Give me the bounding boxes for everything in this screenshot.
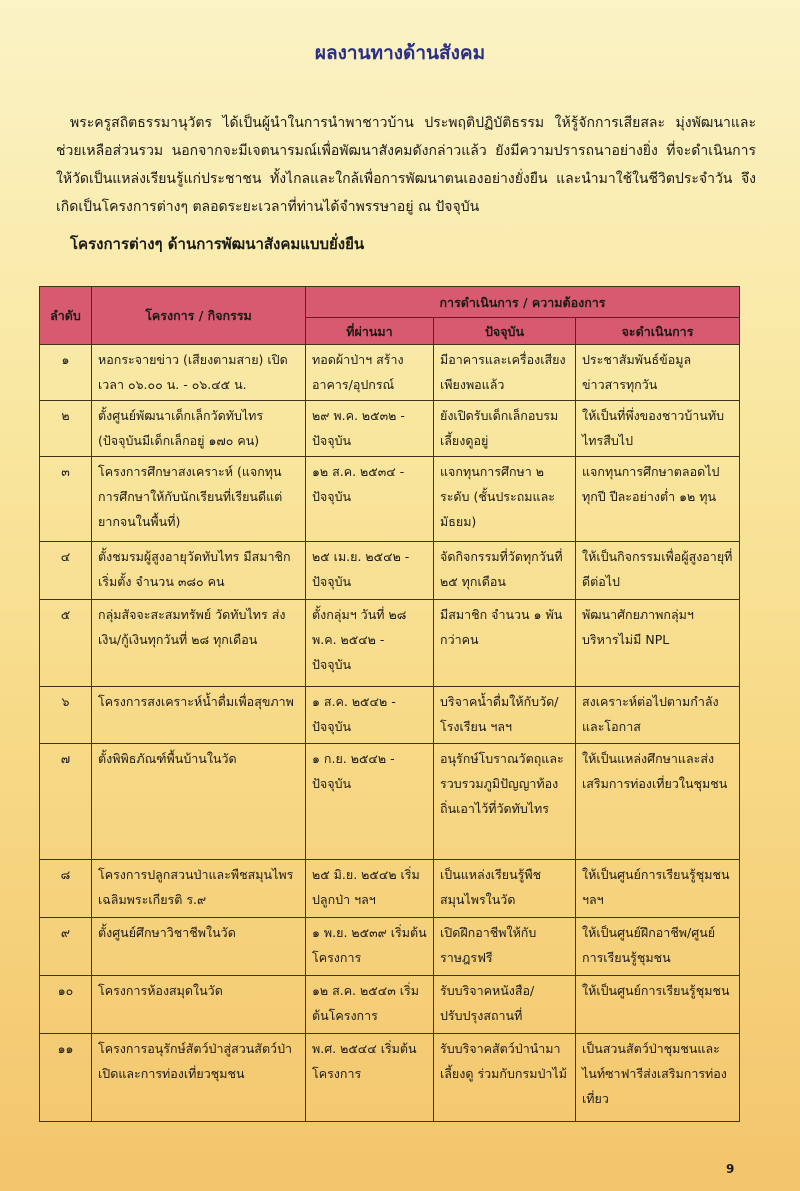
row-present: เปิดฝึกอาชีพให้กับราษฎรฟรี	[434, 918, 576, 976]
row-number: ๒	[40, 401, 92, 457]
row-past: ๒๕ มิ.ย. ๒๕๔๒ เริ่มปลูกป่า ฯลฯ	[306, 860, 434, 918]
header-past: ที่ผ่านมา	[306, 318, 434, 345]
row-number: ๘	[40, 860, 92, 918]
row-past: ตั้งกลุ่มฯ วันที่ ๒๘ พ.ค. ๒๕๔๒ - ปัจจุบัน	[306, 600, 434, 687]
row-number: ๑๐	[40, 976, 92, 1034]
row-future: ให้เป็นที่พึ่งของชาวบ้านทับไทรสืบไป	[576, 401, 740, 457]
row-number: ๔	[40, 542, 92, 600]
row-project: ตั้งศูนย์ศึกษาวิชาชีพในวัด	[92, 918, 306, 976]
row-project: ตั้งศูนย์พัฒนาเด็กเล็กวัดทับไทร (ปัจจุบันมีเด็กเล็กอยู่ ๑๗๐ คน)	[92, 401, 306, 457]
row-project: หอกระจายข่าว (เสียงตามสาย) เปิดเวลา ๐๖.๐๐ น. - ๐๖.๔๕ น.	[92, 345, 306, 401]
row-future: ประชาสัมพันธ์ข้อมูลข่าวสารทุกวัน	[576, 345, 740, 401]
row-present: รับบริจาคสัตว์ป่านำมาเลี้ยงดู ร่วมกับกรมป่าไม้	[434, 1034, 576, 1122]
row-future: ให้เป็นกิจกรรมเพื่อผู้สูงอายุที่ดีต่อไป	[576, 542, 740, 600]
row-past: ๒๙ พ.ค. ๒๕๓๒ - ปัจจุบัน	[306, 401, 434, 457]
row-present: อนุรักษ์โบราณวัตถุและรวบรวมภูมิปัญญาท้องถิ่นเอาไว้ที่วัดทับไทร	[434, 744, 576, 860]
row-future: สงเคราะห์ต่อไปตามกำลังและโอกาส	[576, 687, 740, 744]
row-future: ให้เป็นศูนย์ฝึกอาชีพ/ศูนย์การเรียนรู้ชุมชน	[576, 918, 740, 976]
header-operation: การดำเนินการ / ความต้องการ	[306, 287, 740, 318]
row-present: มีสมาชิก จำนวน ๑ พันกว่าคน	[434, 600, 576, 687]
table-row	[40, 457, 740, 542]
header-present: ปัจจุบัน	[434, 318, 576, 345]
row-number: ๙	[40, 918, 92, 976]
row-future: ให้เป็นศูนย์การเรียนรู้ชุมชน	[576, 976, 740, 1034]
row-project: กลุ่มสัจจะสะสมทรัพย์ วัดทับไทร ส่งเงิน/กู้เงินทุกวันที่ ๒๘ ทุกเดือน	[92, 600, 306, 687]
row-number: ๖	[40, 687, 92, 744]
row-present: จัดกิจกรรมที่วัดทุกวันที่ ๒๕ ทุกเดือน	[434, 542, 576, 600]
row-project: โครงการอนุรักษ์สัตว์ป่าสู่สวนสัตว์ป่าเปิดและการท่องเที่ยวชุมชน	[92, 1034, 306, 1122]
table-row	[40, 345, 740, 401]
section-title: โครงการต่างๆ ด้านการพัฒนาสังคมแบบยั่งยืน	[70, 235, 365, 253]
row-number: ๑๑	[40, 1034, 92, 1122]
row-past: ๑๒ ส.ค. ๒๕๓๔ - ปัจจุบัน	[306, 457, 434, 542]
row-present: มีอาคารและเครื่องเสียงเพียงพอแล้ว	[434, 345, 576, 401]
header-order: ลำดับ	[40, 287, 92, 345]
row-project: โครงการห้องสมุดในวัด	[92, 976, 306, 1034]
row-present: แจกทุนการศึกษา ๒ ระดับ (ชั้นประถมและมัธยม)	[434, 457, 576, 542]
row-number: ๑	[40, 345, 92, 401]
row-past: ๑๒ ส.ค. ๒๕๔๓ เริ่มต้นโครงการ	[306, 976, 434, 1034]
row-future: เป็นสวนสัตว์ป่าชุมชนและไนท์ซาฟารีส่งเสริมการท่องเที่ยว	[576, 1034, 740, 1122]
row-present: ยังเปิดรับเด็กเล็กอบรมเลี้ยงดูอยู่	[434, 401, 576, 457]
row-past: ๑ ส.ค. ๒๕๔๒ - ปัจจุบัน	[306, 687, 434, 744]
row-present: เป็นแหล่งเรียนรู้พืชสมุนไพรในวัด	[434, 860, 576, 918]
table-row	[40, 976, 740, 1034]
row-past: ๑ พ.ย. ๒๕๓๙ เริ่มต้นโครงการ	[306, 918, 434, 976]
row-future: แจกทุนการศึกษาตลอดไปทุกปี ปีละอย่างต่ำ ๑๒ ทุน	[576, 457, 740, 542]
row-past: พ.ศ. ๒๕๔๔ เริ่มต้นโครงการ	[306, 1034, 434, 1122]
row-past: ๑ ก.ย. ๒๕๔๒ - ปัจจุบัน	[306, 744, 434, 860]
row-project: โครงการปลูกสวนป่าและพืชสมุนไพรเฉลิมพระเกียรติ ร.๙	[92, 860, 306, 918]
row-present: บริจาคน้ำดื่มให้กับวัด/โรงเรียน ฯลฯ	[434, 687, 576, 744]
table-row	[40, 401, 740, 457]
row-number: ๗	[40, 744, 92, 860]
page-title: ผลงานทางด้านสังคม	[314, 42, 486, 64]
table-row	[40, 600, 740, 687]
table-row	[40, 1034, 740, 1122]
table-row	[40, 918, 740, 976]
intro-paragraph: พระครูสถิตธรรมานุวัตร ได้เป็นผู้นำในการนำพาชาวบ้าน ประพฤติปฏิบัติธรรม ให้รู้จักการเสียสละ มุ่งพัฒนาและช่วยเหลือส่วนรวม นอกจากจะมีเจตนารมณ์เพื่อพัฒนาสังคมดังกล่าวแล้ว ยังมีความปรารถนาอย่างยิ่ง ที่จะดำเนินการให้วัดเป็นแหล่งเรียนรู้แก่ประชาชน ทั้งไกลและใกล้เพื่อการพัฒนาตนเองอย่างยั่งยืน และนำมาใช้ในชีวิตประจำวัน จึงเกิดเป็นโครงการต่างๆ ตลอดระยะเวลาที่ท่านได้จำพรรษาอยู่ ณ ปัจจุบัน	[56, 115, 756, 215]
header-project: โครงการ / กิจกรรม	[92, 287, 306, 345]
row-number: ๕	[40, 600, 92, 687]
page-number: 9	[726, 1162, 735, 1176]
table-row	[40, 744, 740, 860]
header-future: จะดำเนินการ	[576, 318, 740, 345]
row-past: ๒๕ เม.ย. ๒๕๔๒ - ปัจจุบัน	[306, 542, 434, 600]
row-project: โครงการศึกษาสงเคราะห์ (แจกทุนการศึกษาให้กับนักเรียนที่เรียนดีแต่ยากจนในพื้นที่)	[92, 457, 306, 542]
row-present: รับบริจาคหนังสือ/ปรับปรุงสถานที่	[434, 976, 576, 1034]
row-future: ให้เป็นศูนย์การเรียนรู้ชุมชน ฯลฯ	[576, 860, 740, 918]
row-project: ตั้งพิพิธภัณฑ์พื้นบ้านในวัด	[92, 744, 306, 860]
row-project: โครงการสงเคราะห์น้ำดื่มเพื่อสุขภาพ	[92, 687, 306, 744]
table-row	[40, 687, 740, 744]
row-future: ให้เป็นแหล่งศึกษาและส่งเสริมการท่องเที่ยวในชุมชน	[576, 744, 740, 860]
row-number: ๓	[40, 457, 92, 542]
row-past: ทอดผ้าป่าฯ สร้างอาคาร/อุปกรณ์	[306, 345, 434, 401]
table-row	[40, 542, 740, 600]
row-project: ตั้งชมรมผู้สูงอายุวัดทับไทร มีสมาชิกเริ่มตั้ง จำนวน ๓๘๐ คน	[92, 542, 306, 600]
projects-table	[39, 286, 740, 1122]
table-row	[40, 860, 740, 918]
row-future: พัฒนาศักยภาพกลุ่มฯ บริหารไม่มี NPL	[576, 600, 740, 687]
